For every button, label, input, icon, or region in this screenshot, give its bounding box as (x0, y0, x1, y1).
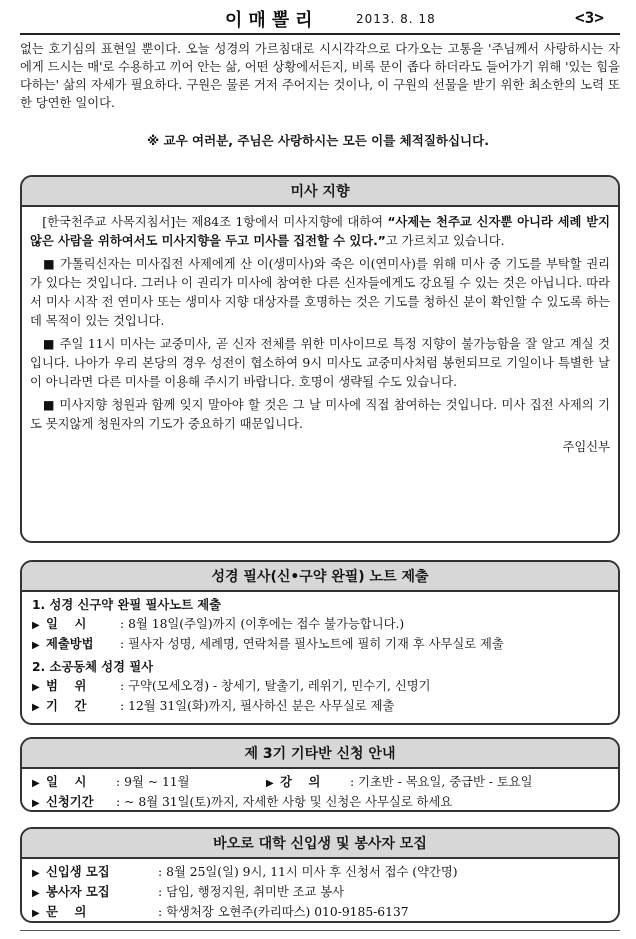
triangle-bullet-icon: ▶ (32, 682, 40, 693)
intro-paragraph: 없는 호기심의 표현일 뿐이다. 오늘 성경의 가르침대로 시시각각으로 다가오는 고통을 '주님께서 사랑하시는 자에게 드시는 매'로 수용하고 끼어 안는 삶, 어떤 상황에서든지, 비록 문이 좁다 하더라도 들어가기 위해 '있는 힘을 다하는' 삶의 자세가 필요하다. 구원은 물론 거저 주어지는 것이나, 이 구원의 선물을 받기 위한 최소한의 노력 또한 당연한 일이다. (20, 42, 620, 110)
paul-college-section (20, 827, 620, 923)
triangle-bullet-icon: ▶ (32, 620, 40, 631)
bulletin-title: 이매뽈리 (225, 10, 319, 31)
bulletin-header (20, 6, 620, 32)
triangle-bullet-icon: ▶ (32, 640, 40, 651)
triangle-bullet-icon: ▶ (32, 702, 40, 713)
list-item: ▶ 신청기간 : ~ 8월 31일(토)까지, 자세한 사항 및 신청은 사무실로 하세요 (32, 793, 608, 812)
triangle-bullet-icon: ▶ (266, 778, 274, 789)
bulletin-date: 2013. 8. 18 (356, 12, 436, 26)
section-heading: 미사 지향 (22, 177, 618, 207)
triangle-bullet-icon: ▶ (32, 888, 40, 899)
list-item: ▶ 범 위 : 구약(모세오경) - 창세기, 탈출기, 레위기, 민수기, 신명기 (32, 677, 608, 697)
list-item: ▶ 기 간 : 12월 31일(화)까지, 필사하신 분은 사무실로 제출 (32, 697, 608, 717)
page-number: <3> (575, 8, 604, 27)
subsection-title: 1. 성경 신구약 완필 필사노트 제출 (32, 598, 222, 612)
signature: 주임신부 (562, 440, 610, 454)
triangle-bullet-icon: ▶ (32, 908, 40, 919)
triangle-bullet-icon: ▶ (32, 798, 40, 809)
section-heading: 제 3기 기타반 신청 안내 (22, 739, 618, 769)
mass-paragraph-4: ■ 미사지향 청원과 함께 잊지 말아야 할 것은 그 날 미사에 직접 참여하는 것입니다. 미사 집전 사제의 기도 못지않게 청원자의 기도가 중요하기 때문입니다. (30, 398, 610, 431)
header-divider (20, 33, 620, 35)
mass-paragraph-3: ■ 주일 11시 미사는 교중미사, 곧 신자 전체를 위한 미사이므로 특정 지향이 불가능함을 잘 알고 계실 것입니다. 나아가 우리 본당의 경우 성전이 협소하여 9시 미사도 교중미사처럼 봉헌되므로 기일이나 특별한 날이 아니라면 다른 미사를 이용해 주시기 바랍니다. 호명이 생략될 수도 있습니다. (30, 337, 610, 389)
bible-copy-section (20, 560, 620, 725)
triangle-bullet-icon: ▶ (32, 778, 40, 789)
list-item: ▶ 일 시 : 9월 ~ 11월 (32, 773, 266, 793)
section-heading: 바오로 대학 신입생 및 봉사자 모집 (22, 829, 618, 859)
mass-intention-section (20, 175, 620, 543)
list-item: ▶ 신입생 모집 : 8월 25일(일) 9시, 11시 미사 후 신청서 접수 (약간명) (32, 863, 608, 883)
subsection-title: 2. 소공동체 성경 필사 (32, 660, 154, 674)
footer-divider (20, 930, 620, 931)
list-item: ▶ 강 의 : 기초반 - 목요일, 중급반 - 토요일 (266, 773, 532, 793)
square-bullet-icon: ■ (42, 257, 56, 271)
list-item: ▶ 일 시 : 8월 18일(주일)까지 (이후에는 접수 불가능합니다.) (32, 615, 608, 635)
mass-paragraph-2: ■ 가톨릭신자는 미사집전 사제에게 산 이(생미사)와 죽은 이(연미사)를 위해 미사 중 기도를 부탁할 권리가 있다는 것입니다. 그러나 이 권리가 미사에 참여한 다른 신자들에게도 강요될 수 있는 것은 아닙니다. 따라서 미사 시작 전 연미사 또는 생미사 지향 대상자를 호명하는 것은 기도를 청하신 분이 확인할 수 있도록 하는 데 목적이 있는 것입니다. (30, 257, 610, 328)
square-bullet-icon: ■ (42, 398, 56, 412)
motto-line: ※ 교우 여러분, 주님은 사랑하시는 모든 이를 체적질하십니다. (147, 133, 489, 148)
list-item: ▶ 봉사자 모집 : 담임, 행정지원, 취미반 조교 봉사 (32, 883, 608, 903)
list-item: ▶ 제출방법 : 필사자 성명, 세례명, 연락처를 필사노트에 필히 기재 후 사무실로 제출 (32, 635, 608, 655)
guitar-class-section (20, 737, 620, 812)
section-heading: 성경 필사(신•구약 완필) 노트 제출 (22, 562, 618, 592)
list-item: ▶ 문 의 : 학생처장 오현주(카리따스) 010-9185-6137 (32, 903, 608, 923)
triangle-bullet-icon: ▶ (32, 868, 40, 879)
mass-paragraph-1: [한국천주교 사목지침서]는 제84조 1항에서 미사지향에 대하여 “사제는 천주교 신자뿐 아니라 세례 받지 않은 사람을 위하여서도 미사지향을 두고 미사를 집전할 수 있다.”고 가르치고 있습니다. (30, 215, 610, 248)
square-bullet-icon: ■ (42, 337, 56, 351)
